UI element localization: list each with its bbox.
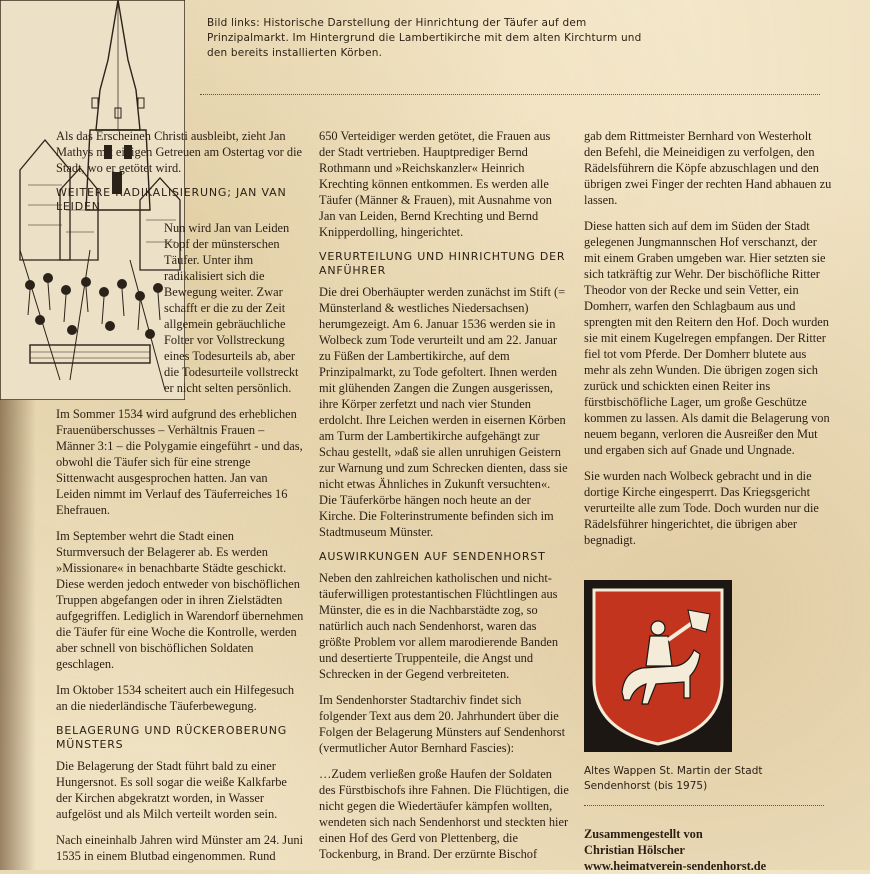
section-heading-radicalization: WEITERE RADIKALISIERUNG; JAN VAN LEIDEN [56,186,287,213]
credit-divider [584,805,824,806]
paragraph: Sie wurden nach Wolbeck gebracht und in die dortige Kirche eingesperrt. Das Kriegsgericht verurteilte alle zum Tode. Doch wurden nur die Rädelsführer hingerichtet, die übrigen aber begnadigt. [584,469,819,547]
section-heading-siege: BELAGERUNG UND RÜCKEROBERUNG MÜNSTERS [56,724,288,751]
paragraph: Die Belagerung der Stadt führt bald zu einer Hungersnot. Es soll sogar die weiße Kalkfarbe der Kirchen abgekratzt worden, in Wasser aufgelöst und als Milch verteilt worden sein. [56,759,287,821]
paragraph: Als das Erscheinen Christi ausbleibt, zieht Jan Mathys mit einigen Getreuen am Ostertag vor die Stadt, wo er getötet wird. [56,129,303,175]
coat-of-arms-image [584,580,732,752]
paragraph: Im Sommer 1534 wird aufgrund des erheblichen Frauenüberschusses – Verhältnis Frauen – Männer 3:1 – die Polygamie eingeführt - und das, obwohl die Täufer sich für eine strenge Sittenwacht ausgesprochen hatten. Jan van Leiden nimmt im Verlauf des Täuferreiches 16 Ehefrauen. [56,407,303,517]
credit-website-link[interactable]: www.heimatverein-sendenhorst.de [584,859,767,873]
section-heading-effects: AUSWIRKUNGEN AUF SENDENHORST [319,550,546,563]
paragraph: 650 Verteidiger werden getötet, die Frauen aus der Stadt vertrieben. Hauptprediger Bernd Rothmann und »Reichskanzler« Heinrich Krechting können entkommen. Es werden alle Täufer (Männer & Frauen), mit Ausnahme von Jan van Leiden, Bernd Krechting und Bernd Knipperdolling, hingerichtet. [319,129,552,239]
paragraph: Nach eineinhalb Jahren wird Münster am 24. Juni 1535 in einem Blutbad eingenommen. Rund [56,833,304,863]
illustration-caption: Bild links: Historische Darstellung der Hinrichtung der Täufer auf dem Prinzipalmarkt. Im Hintergrund die Lambertikirche mit dem alten Kirchturm und den bereits installierten Körben. [207,17,642,59]
article-column-3 [584,128,832,558]
article-column-1 [56,128,304,874]
credit-block [584,826,834,874]
paragraph: …Zudem verließen große Haufen der Soldaten des Fürstbischofs ihre Fahnen. Die Flüchtigen, die nicht gegen die Wiedertäufer kämpfen wollten, wendeten sich nach Sendenhorst und steckten hier einen Hof des Gerd von Plettenberg, die Tockenburg, in Brand. Der erzürnte Bischof [319,767,569,861]
caption-divider [200,94,820,95]
paragraph: Im Oktober 1534 scheitert auch ein Hilfegesuch an die niederländische Täuferbewegung. [56,683,295,713]
credit-line: Zusammengestellt von [584,827,703,841]
paragraph: Die drei Oberhäupter werden zunächst im Stift (= Münsterland & westliches Niedersachsen) herumgezeigt. Am 6. Januar 1536 werden sie in Wolbeck zum Tode verurteilt und am 22. Januar zu Füßen der Lambertikirche, auf dem Prinzipalmarkt, zu Tode gefoltert. Ihnen werden mit glühenden Zangen die Zungen ausgerissen, ihre Körper zerfetzt und nach vier Stunden erdolcht. Ihre Leichen werden in eisernen Körben am Turm der Lambertikirche aufgehängt zur Schau gestellt, »daß sie allen unruhigen Geistern zur Warnung und zum Schrecken dienten, dass sie nicht etwas Ähnliches in Zukunft versuchten«. Die Täuferkörbe hängen noch heute an der Kirche. Die Folterinstrumente befinden sich im Stadtmuseum Münster. [319,285,568,539]
crest-caption: Altes Wappen St. Martin der Stadt Sendenhorst (bis 1975) [584,765,763,792]
paragraph: Diese hatten sich auf dem im Süden der Stadt gelegenen Jungmannschen Hof verschanzt, der mit einem Graben umgeben war. Hier setzten sie sich tatkräftig zur Wehr. Der bischöfliche Ritter Theodor von der Recke und sein Vetter, ein Domherr, warfen den Schlagbaum aus und sprengten mit den Reitern den Hof. Doch wurden sie mit einem Kugelregen empfangen. Der Ritter fiel tot vom Pferde. Der Domherr blutete aus mehr als zehn Wunden. Die übrigen zogen sich zurück und schickten einen Reiter ins fürstbischöfliche Lager, um große Geschütze kommen zu lassen. Als damit die Belagerung von neuem begann, verloren die Ausreißer den Mut und ergaben sich auf Gnade und Ungnade. [584,219,830,457]
credit-author: Christian Hölscher [584,843,685,857]
paragraph: Im September wehrt die Stadt einen Sturmversuch der Belagerer ab. Es werden »Missionare« in benachbarte Städte geschickt. Diese werden jedoch entweder von bischöflichen Truppen abgefangen oder in ihren Zielstädten aufgegriffen. Lediglich in Warendorf übernehmen die Täufer für eine Woche die Kontrolle, werden aber schnell von bischöflichen Soldaten geschlagen. [56,529,304,671]
paragraph: Neben den zahlreichen katholischen und nicht-täuferwilligen protestantischen Flüchtlingen aus Münster, die es in die Nachbarstädte zog, so natürlich auch nach Sendenhorst, waren das größte Problem vor allem marodierende Banden und desertierte Truppenteile, die Angst und Schrecken in der Gegend verbreiteten. [319,571,559,681]
paragraph: Nun wird Jan van Leiden Kopf der münsterschen Täufer. Unter ihm radikalisiert sich die Bewegung weiter. Zwar schafft er die zu der Zeit allgemein gebräuchliche Folter vor Vollstreckung eines Todesurteils ab, aber die Todesurteile vollstreckt er nicht selten persönlich. [164,221,299,395]
section-heading-verdict: VERURTEILUNG UND HINRICHTUNG DER ANFÜHRER [319,250,566,277]
paragraph: Im Sendenhorster Stadtarchiv findet sich folgender Text aus dem 20. Jahrhundert über die Folgen der Belagerung Münsters auf Sendenhorst (vermutlicher Autor Bernhard Fascies): [319,693,566,755]
paragraph: gab dem Rittmeister Bernhard von Westerholt den Befehl, die Meineidigen zu verfolgen, den Rädelsführern die Köpfe abzuschlagen und den übrigen zwei Finger der rechten Hand abhauen zu lassen. [584,129,832,207]
article-column-2 [319,128,569,872]
